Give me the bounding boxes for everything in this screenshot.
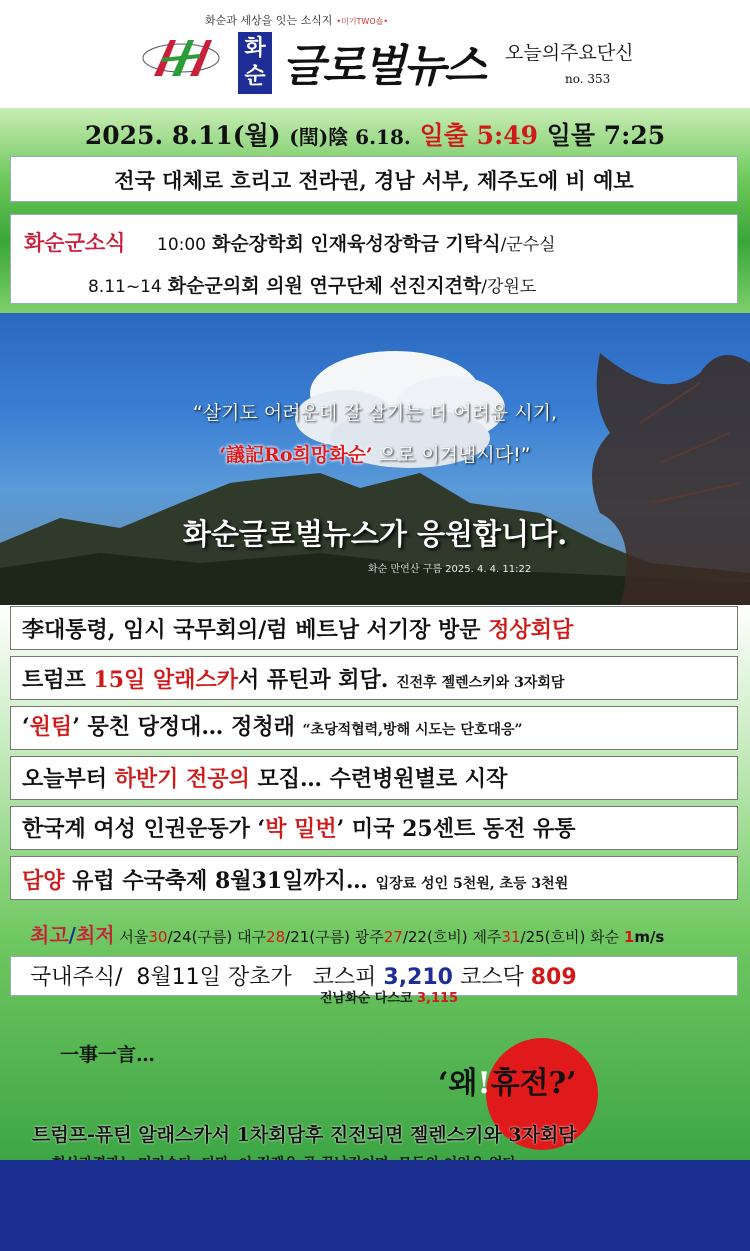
county-news-item-1[interactable] [157,229,556,256]
news-text: 한국계 여성 인권운동가 ‘ [22,816,266,842]
stock-line [30,960,577,991]
tagline-sub: •미기TWO숍• [336,17,389,26]
item-place: /강원도 [481,277,537,297]
item-time: 8.11~14 [88,277,162,297]
why-rest: 휴전?’ [490,1066,577,1101]
news-highlight: 원팀 [29,714,73,740]
sunset: 일몰 7:25 [546,121,666,150]
county-news-label: 화순군소식 [24,231,126,255]
local-stock-label: 전남화순 다스코 [320,991,417,1006]
news-item[interactable] [22,762,507,793]
local-stock-value: 3,115 [416,991,459,1006]
vertical-title-box [238,32,272,94]
date-line [0,116,750,152]
temp-low: /22(흐비) [402,928,468,946]
city-name: 제주 [472,928,502,946]
news-detail: 입장료 성인 5천원, 초등 3천원 [375,876,569,892]
city-name: 화순 [590,928,620,946]
photo-quote-line-2 [0,440,750,467]
news-highlight: 정상회담 [488,617,574,643]
item-title: 화순군의회 의원 연구단체 선진지견학 [167,275,482,297]
photo-quote-line-1: “살기도 어려운데 잘 살기는 더 어려운 시기, [192,402,558,424]
news-item[interactable] [22,613,573,644]
news-text: ’ 미국 25센트 동전 유통 [336,816,576,842]
support-message: 화순글로벌뉴스가 응원합니다. [182,517,568,551]
city-name: 서울 [119,928,149,946]
news-text: 오늘부터 [22,766,115,792]
sunrise: 일출 5:49 [419,121,538,150]
page-title: 오늘의주요단신 [505,42,634,64]
news-detail: 진전후 젤렌스키와 3자회담 [396,675,565,691]
news-highlight: 하반기 전공의 [114,766,250,792]
news-item[interactable] [22,663,564,694]
vertical-title-char-2: 순 [244,64,266,89]
news-text: 서 퓨틴과 회담. [237,667,397,693]
issue-number: no. 353 [565,72,611,86]
tagline [205,12,388,28]
why-open: ‘왜 [438,1066,478,1101]
temp-high: 28 [266,928,286,946]
editorial-headline [438,1058,577,1102]
county-news-item-2[interactable] [88,271,536,298]
news-text: 트럼프 [22,667,94,693]
editorial-label: 一事一言… [60,1044,156,1066]
wind-unit: m/s [634,928,665,946]
vertical-title-char-1: 화 [244,36,266,61]
script-logo: 글로벌뉴스 [282,41,485,92]
news-item[interactable] [22,710,523,741]
photo-caption: 화순 만연산 구름 2025. 4. 4. 11:22 [368,564,532,575]
item-title: 화순장학회 인재육성장학금 기탁식 [212,233,501,255]
temp-high: 27 [383,928,403,946]
city-name: 광주 [354,928,384,946]
kosdaq-value: 809 [530,965,577,990]
news-text: 유럽 수국축제 8월31일까지… [64,868,376,894]
tagline-text: 화순과 세상을 잇는 소식지 [205,14,333,27]
temp-high: 30 [148,928,168,946]
lunar-date: (閏)陰 6.18. [289,125,411,149]
news-item[interactable] [22,864,568,895]
local-stock [320,987,458,1006]
news-highlight: 담양 [22,868,65,894]
footer-bar [0,1160,750,1251]
temp-low: /25(흐비) [520,928,586,946]
news-highlight: 15일 알래스카 [93,667,238,693]
editorial-line-1: 트럼프-퓨틴 알래스카서 1차회담후 진전되면 젤렌스키와 3자회담 [32,1124,577,1146]
wind-value: 1 [623,928,635,946]
news-text: 모집… 수련병원별로 시작 [249,766,508,792]
why-excl: ! [477,1066,491,1101]
brand-emblem-logo [140,34,222,82]
stock-prefix: 국내주식/ 8월11일 장초가 코스피 [30,965,384,990]
quote-rest: 으로 이겨냅시다!” [378,444,531,466]
temp-label-low: 최저 [75,923,115,947]
news-highlight: 박 밀번 [265,816,337,842]
news-text: 李대통령, 임시 국무회의/럼 베트남 서기장 방문 [22,617,489,643]
news-text: ‘ [22,714,30,740]
temp-label-sep: / [68,923,76,947]
news-detail: “초당적협력,방해 시도는 단호대응” [302,722,523,738]
temperature-row [30,919,664,948]
temp-label-high: 최고 [30,923,69,947]
date: 2025. 8.11(월) [84,121,281,150]
quote-highlight: ‘議記Ro희망화순’ [219,444,373,466]
weather-summary: 전국 대체로 흐리고 전라권, 경남 서부, 제주도에 비 예보 [114,168,634,193]
item-place: /군수실 [500,235,556,255]
kosdaq-label: 코스닥 [452,965,531,990]
kospi-value: 3,210 [383,965,453,990]
temp-low: /21(구름) [285,928,350,946]
news-item[interactable] [22,812,576,843]
item-time: 10:00 [157,235,206,255]
temp-low: /24(구름) [167,928,233,946]
news-text: ’ 뭉친 당정대… 정청래 [72,714,303,740]
temp-high: 31 [501,928,521,946]
city-name: 대구 [237,928,267,946]
